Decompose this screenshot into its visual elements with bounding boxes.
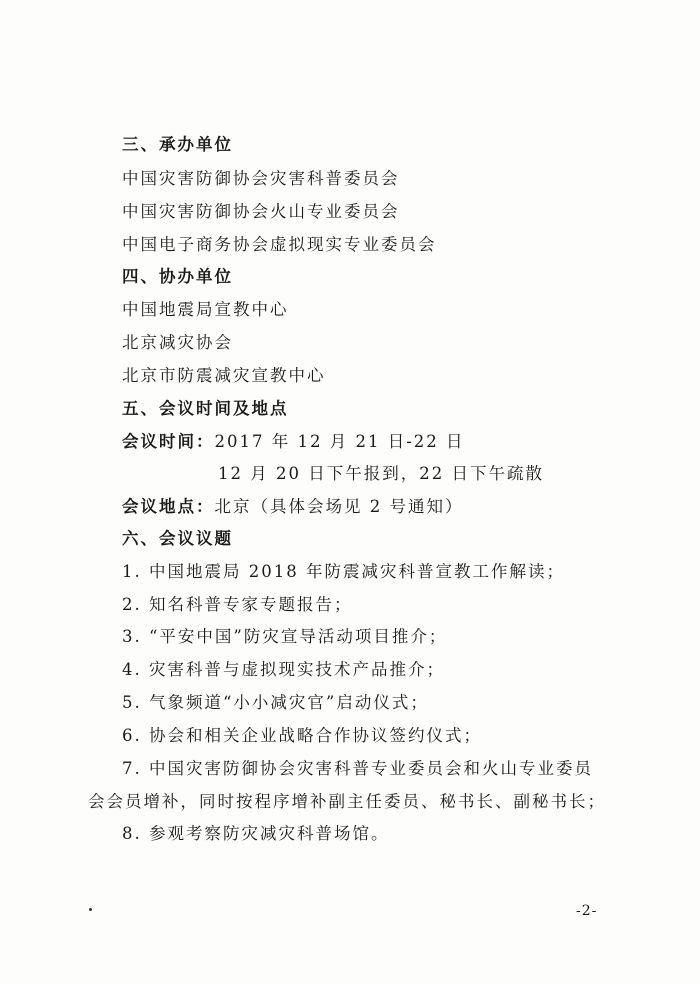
organizer-item: 中国灾害防御协会灾害科普委员会 bbox=[122, 169, 400, 188]
co-organizer-item: 中国地震局宣教中心 bbox=[122, 300, 289, 319]
meeting-place-label: 会议地点： bbox=[122, 497, 215, 516]
section-heading-organizers: 三、承办单位 bbox=[122, 135, 233, 154]
meeting-place-row bbox=[122, 496, 464, 518]
section-heading-co-organizers: 四、协办单位 bbox=[122, 267, 233, 286]
page-number: -2- bbox=[576, 903, 598, 919]
meeting-place-value: 北京（具体会场见 2 号通知） bbox=[214, 497, 464, 516]
agenda-item: 6. 协会和相关企业战略合作协议签约仪式； bbox=[122, 726, 482, 745]
co-organizer-item: 北京市防震减灾宣教中心 bbox=[122, 366, 326, 385]
agenda-item: 2. 知名科普专家专题报告； bbox=[122, 595, 353, 614]
agenda-item: 5. 气象频道“小小减灾官”启动仪式； bbox=[122, 693, 429, 712]
agenda-item: 1. 中国地震局 2018 年防震减灾科普宣教工作解读； bbox=[122, 562, 565, 581]
section-heading-agenda: 六、会议议题 bbox=[122, 529, 233, 548]
agenda-item: 8. 参观考察防灾减灾科普场馆。 bbox=[122, 824, 390, 843]
agenda-item-continuation: 会会员增补，同时按程序增补副主任委员、秘书长、副秘书长； bbox=[88, 792, 606, 811]
agenda-item: 4. 灾害科普与虚拟现实技术产品推介； bbox=[122, 660, 445, 679]
organizer-item: 中国电子商务协会虚拟现实专业委员会 bbox=[122, 235, 437, 254]
section-heading-time-place: 五、会议时间及地点 bbox=[122, 399, 289, 418]
organizer-item: 中国灾害防御协会火山专业委员会 bbox=[122, 202, 400, 221]
meeting-time-value: 2017 年 12 月 21 日-22 日 bbox=[214, 432, 465, 451]
agenda-item: 3. “平安中国”防灾宣导活动项目推介； bbox=[122, 627, 448, 646]
meeting-time-label: 会议时间： bbox=[122, 432, 215, 451]
agenda-item: 7. 中国灾害防御协会灾害科普专业委员会和火山专业委员 bbox=[122, 759, 593, 778]
meeting-time-note: 12 月 20 日下午报到，22 日下午疏散 bbox=[218, 464, 544, 483]
scan-speck bbox=[89, 908, 92, 911]
co-organizer-item: 北京减灾协会 bbox=[122, 333, 233, 352]
meeting-time-row bbox=[122, 431, 465, 453]
